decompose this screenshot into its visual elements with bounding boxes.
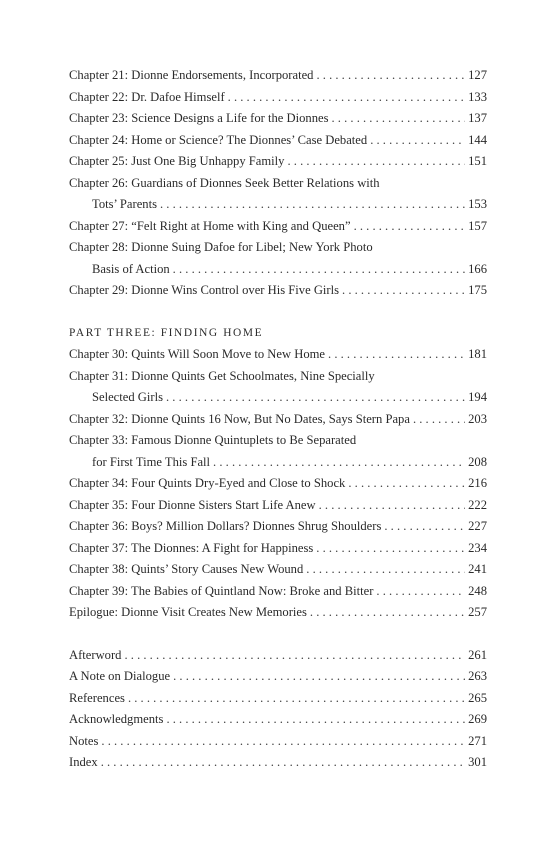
dot-leader [342,280,465,302]
toc-entry-title-continued: Basis of Action [92,261,170,276]
toc-entry-note-on-dialogue[interactable] [69,666,487,688]
toc-entry-chapter-31-line-1[interactable] [69,366,487,388]
toc-entry-title: Chapter 39: The Babies of Quintland Now: Broke and Bitter [69,583,374,598]
toc-entry-chapter-26-line-1[interactable] [69,173,487,195]
dot-leader [287,151,465,173]
toc-entry-chapter-34[interactable] [69,473,487,495]
dot-leader [173,666,465,688]
toc-entry-chapter-36[interactable] [69,516,487,538]
dot-leader [319,495,466,517]
section-spacer [69,624,487,645]
dot-leader [213,452,465,474]
toc-entry-chapter-24[interactable] [69,130,487,152]
toc-entry-chapter-39[interactable] [69,581,487,603]
toc-entry-title: Chapter 26: Guardians of Dionnes Seek Better Relations with [69,175,380,190]
toc-entry-epilogue[interactable] [69,602,487,624]
dot-leader [101,731,465,753]
toc-page-number: 133 [468,89,487,104]
toc-page-number: 269 [468,712,487,726]
toc-page-number: 157 [468,218,487,233]
toc-page-number: 127 [468,68,487,82]
toc-page-number: 261 [468,647,487,662]
dot-leader [128,688,465,710]
dot-leader [316,538,465,560]
toc-page-number: 248 [468,583,487,598]
dot-leader [370,130,465,152]
dot-leader [376,581,465,603]
toc-entry-title: Chapter 38: Quints’ Story Causes New Wound [69,562,304,576]
toc-entry-title-continued: for First Time This Fall [92,454,211,469]
toc-entry-index[interactable] [69,752,487,774]
toc-entry-chapter-23[interactable] [69,108,487,130]
toc-entry-chapter-37[interactable] [69,538,487,560]
toc-entry-chapter-28-line-2[interactable] [69,259,487,281]
toc-page-number: 175 [468,283,487,297]
toc-entry-title-continued: Tots’ Parents [92,197,157,211]
toc-entry-chapter-29[interactable] [69,280,487,302]
dot-leader [101,752,465,774]
toc-page-number: 181 [468,347,487,361]
dot-leader [354,216,466,238]
toc-entry-notes[interactable] [69,731,487,753]
dot-leader [328,344,465,366]
toc-entry-title: Chapter 23: Science Designs a Life for the Dionnes [69,111,329,125]
dot-leader [306,559,465,581]
toc-entry-title: Chapter 22: Dr. Dafoe Himself [69,89,225,104]
table-of-contents [69,65,487,774]
toc-entry-title: Chapter 29: Dionne Wins Control over His Five Girls [69,283,340,297]
dot-leader [173,259,465,281]
toc-entry-chapter-21[interactable] [69,65,487,87]
dot-leader [413,409,465,431]
dot-leader [310,602,465,624]
toc-page-number: 194 [468,390,487,404]
toc-entry-chapter-28-line-1[interactable] [69,237,487,259]
toc-entry-title: Chapter 27: “Felt Right at Home with King and Queen” [69,218,351,233]
toc-entry-title: Chapter 35: Four Dionne Sisters Start Life Anew [69,497,316,512]
toc-entry-title: Chapter 30: Quints Will Soon Move to New Home [69,347,326,361]
toc-entry-title: Chapter 21: Dionne Endorsements, Incorporated [69,68,314,82]
toc-entry-title: Chapter 33: Famous Dionne Quintuplets to Be Separated [69,433,357,447]
toc-page-number: 216 [468,476,487,490]
toc-page-number: 153 [468,197,487,211]
dot-leader [166,709,465,731]
toc-entry-title: Afterword [69,647,122,662]
dot-leader [228,87,465,109]
dot-leader [166,387,465,409]
part-three-heading: PART THREE: FINDING HOME [69,326,264,339]
toc-entry-afterword[interactable] [69,645,487,667]
toc-entry-title: Chapter 36: Boys? Million Dollars? Dionnes Shrug Shoulders [69,519,382,533]
toc-entry-title: Chapter 31: Dionne Quints Get Schoolmates, Nine Specially [69,368,375,383]
toc-page-number: 234 [468,540,487,555]
dot-leader [160,194,465,216]
dot-leader [384,516,465,538]
toc-entry-title: Acknowledgments [69,712,164,726]
toc-entry-chapter-38[interactable] [69,559,487,581]
toc-entry-chapter-26-line-2[interactable] [69,194,487,216]
toc-page-number: 137 [468,111,487,125]
toc-page-number: 227 [468,519,487,533]
dot-leader [348,473,465,495]
toc-page-number: 265 [468,690,487,705]
dot-leader [316,65,465,87]
toc-entry-acknowledgments[interactable] [69,709,487,731]
toc-page-number: 241 [468,562,487,576]
dot-leader [332,108,466,130]
toc-entry-title: Epilogue: Dionne Visit Creates New Memories [69,605,307,619]
dot-leader [124,645,465,667]
toc-entry-chapter-31-line-2[interactable] [69,387,487,409]
toc-entry-chapter-33-line-2[interactable] [69,452,487,474]
toc-entry-references[interactable] [69,688,487,710]
toc-entry-title: Chapter 28: Dionne Suing Dafoe for Libel; New York Photo [69,240,373,254]
toc-page-number: 222 [468,497,487,512]
toc-entry-title: Chapter 24: Home or Science? The Dionnes’ Case Debated [69,132,368,147]
toc-entry-chapter-30[interactable] [69,344,487,366]
toc-page-number: 263 [468,669,487,683]
toc-entry-title: Chapter 34: Four Quints Dry-Eyed and Close to Shock [69,476,346,490]
toc-entry-title: Notes [69,733,99,748]
toc-page-number: 144 [468,132,487,147]
toc-entry-title: Chapter 25: Just One Big Unhappy Family [69,154,285,168]
toc-page-number: 208 [468,454,487,469]
toc-entry-title: Chapter 32: Dionne Quints 16 Now, But No Dates, Says Stern Papa [69,411,410,426]
toc-entry-title: Index [69,755,98,769]
toc-entry-chapter-32[interactable] [69,409,487,431]
toc-entry-title: Chapter 37: The Dionnes: A Fight for Happiness [69,540,314,555]
toc-entry-chapter-22[interactable] [69,87,487,109]
toc-entry-chapter-25[interactable] [69,151,487,173]
toc-page-number: 257 [468,605,487,619]
toc-entry-chapter-33-line-1[interactable] [69,430,487,452]
toc-entry-title: A Note on Dialogue [69,669,171,683]
toc-entry-chapter-35[interactable] [69,495,487,517]
toc-page-number: 166 [468,261,487,276]
toc-page-number: 271 [468,733,487,748]
toc-page-number: 151 [468,154,487,168]
toc-entry-chapter-27[interactable] [69,216,487,238]
toc-entry-title-continued: Selected Girls [92,390,163,404]
toc-entry-title: References [69,690,125,705]
toc-page-number: 301 [468,755,487,769]
toc-page-number: 203 [468,411,487,426]
